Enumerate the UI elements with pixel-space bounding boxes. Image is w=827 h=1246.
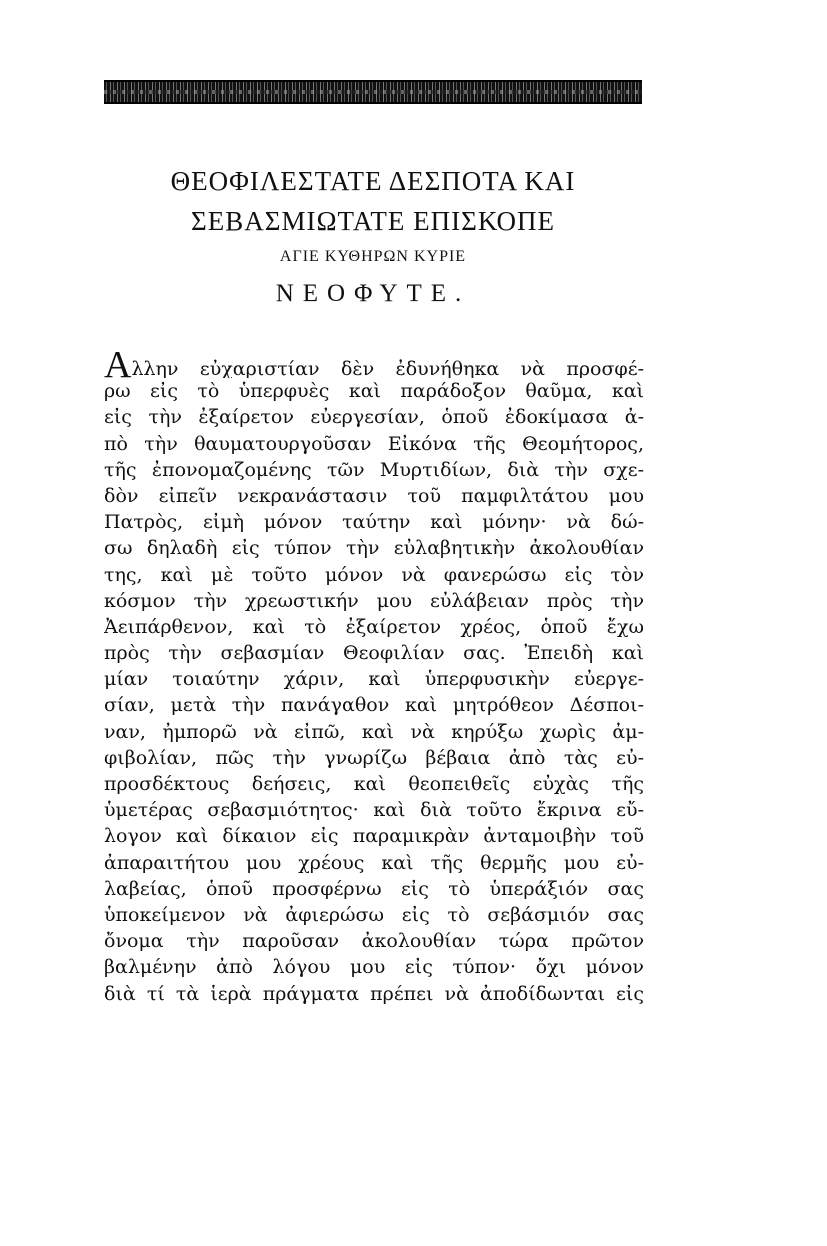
- body-line: δὸν εἰπεῖν νεκρανάστασιν τοῦ παμφιλτάτου μου: [104, 484, 644, 507]
- body-line: ὑποκείμενον νὰ ἀφιερώσω εἰς τὸ σεβάσμιόν σας: [104, 903, 644, 926]
- body-line: κόσμον τὴν χρεωστικήν μου εὐλάβειαν πρὸς τὴν: [104, 589, 644, 612]
- body-line: ρω εἰς τὸ ὑπερφυὲς καὶ παράδοξον θαῦμα, καὶ: [104, 380, 644, 403]
- drop-initial: Α: [104, 352, 132, 379]
- body-line: ναν, ἠμπορῶ νὰ εἰπῶ, καὶ νὰ κηρύξω χωρὶς ἀμ-: [104, 720, 644, 743]
- body-line: προσδέκτους δεήσεις, καὶ θεοπειθεῖς εὐχὰς τῆς: [104, 773, 644, 795]
- body-line: τῆς ἐπονομαζομένης τῶν Μυρτιδίων, διὰ τὴν σχε-: [104, 458, 644, 481]
- body-line: ὑμετέρας σεβασμιότητος· καὶ διὰ τοῦτο ἔκρινα εὔ-: [104, 799, 644, 822]
- body-line: ἀπαραιτήτου μου χρέους καὶ τῆς θερμῆς μου εὐ-: [104, 851, 644, 874]
- dedication-title-line-1: ΘΕΟΦΙΛΕΣΤΑΤΕ ΔΕΣΠΟΤΑ ΚΑΙ: [170, 166, 576, 196]
- body-line: διὰ τί τὰ ἱερὰ πράγματα πρέπει νὰ ἀποδίδωνται εἰς: [104, 982, 644, 1005]
- body-line: [104, 352, 644, 378]
- body-line: πρὸς τὴν σεβασμίαν Θεοφιλίαν σας. Ἐπειδὴ καὶ: [104, 642, 644, 665]
- dedication-body: [104, 352, 644, 1007]
- body-line: εἰς τὴν ἐξαίρετον εὐεργεσίαν, ὁποῦ ἐδοκίμασα ἀ-: [104, 406, 644, 429]
- body-line: σίαν, μετὰ τὴν πανάγαθον καὶ μητρόθεον Δέσποι-: [104, 694, 644, 717]
- body-line: πὸ τὴν θαυματουργοῦσαν Εἰκόνα τῆς Θεομήτορος,: [104, 432, 644, 455]
- header-ornament-band: [104, 80, 642, 104]
- body-line: ὄνομα τὴν παροῦσαν ἀκολουθίαν τώρα πρῶτον: [104, 930, 644, 953]
- body-line: Ἀειπάρθενον, καὶ τὸ ἐξαίρετον χρέος, ὁποῦ ἔχω: [104, 615, 644, 638]
- dedication-title-line-2: ΣΕΒΑΣΜΙΩΤΑΤΕ ΕΠΙΣΚΟΠΕ: [191, 206, 555, 236]
- dedication-addressee: ΝΕΟΦΥΤΕ.: [275, 280, 471, 307]
- body-line: μίαν τοιαύτην χάριν, καὶ ὑπερφυσικὴν εὐεργε-: [104, 668, 644, 691]
- body-line: της, καὶ μὲ τοῦτο μόνον νὰ φανερώσω εἰς τὸν: [104, 563, 644, 586]
- body-line-text: λλην εὐχαριστίαν δὲν ἐδυνήθηκα νὰ προσφέ-: [131, 358, 644, 379]
- body-line: φιβολίαν, πῶς τὴν γνωρίζω βέβαια ἀπὸ τὰς εὐ-: [104, 746, 644, 769]
- body-line: βαλμένην ἀπὸ λόγου μου εἰς τύπον· ὄχι μόνον: [104, 956, 644, 979]
- body-line: σω δηλαδὴ εἰς τύπον τὴν εὐλαβητικὴν ἀκολουθίαν: [104, 537, 644, 560]
- body-line: λαβείας, ὁποῦ προσφέρνω εἰς τὸ ὑπεράξιόν σας: [104, 877, 644, 900]
- body-line: Πατρὸς, εἰμὴ μόνον ταύτην καὶ μόνην· νὰ δώ-: [104, 511, 644, 534]
- dedication-title-line-3: ΑΓΙΕ ΚΥΘΗΡΩΝ ΚΥΡΙΕ: [279, 248, 467, 265]
- body-line: λογον καὶ δίκαιον εἰς παραμικρὰν ἀνταμοιβὴν τοῦ: [104, 825, 644, 848]
